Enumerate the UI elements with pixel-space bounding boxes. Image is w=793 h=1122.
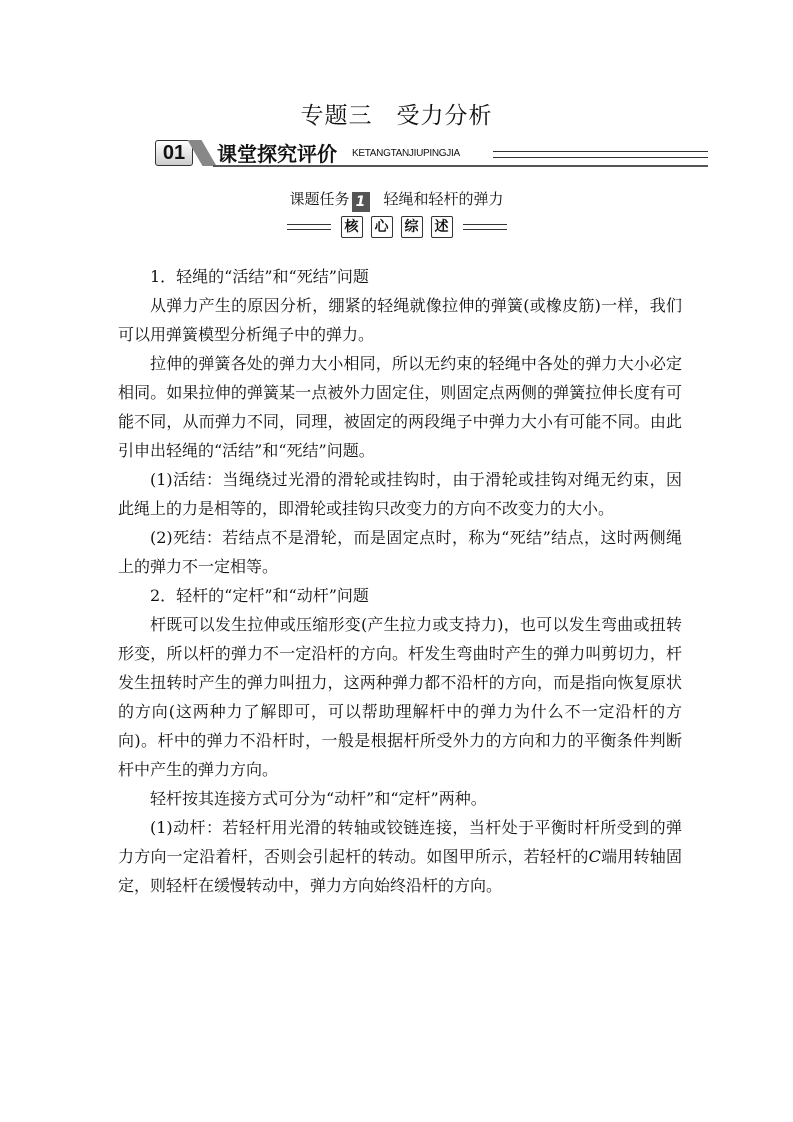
double-line-left [287, 224, 331, 230]
task-heading [0, 188, 793, 212]
paragraph [118, 813, 682, 900]
task-label: 课题任务 [289, 190, 350, 208]
core-char: 心 [371, 216, 393, 238]
section-number: 01 [155, 140, 193, 166]
heading-2: 2．轻杆的“定杆”和“动杆”问题 [150, 586, 369, 605]
paragraph: 拉伸的弹簧各处的弹力大小相同，所以无约束的轻绳中各处的弹力大小必定相同。如果拉伸的弹簧某一点被外力固定住，则固定点两侧的弹簧拉伸长度有可能不同，从而弹力不同，同理，被固定的两段绳子中弹力大小有可能不同。由此引申出轻绳的“活结”和“死结”问题。 [118, 354, 682, 460]
section-pinyin: KETANGTANJIUPINGJIA [352, 148, 460, 159]
heading-1: 1．轻绳的“活结”和“死结”问题 [150, 267, 369, 286]
core-char: 综 [401, 216, 423, 238]
task-number-badge: 1 [352, 192, 370, 212]
core-char: 核 [341, 216, 363, 238]
paragraph: (2)死结：若结点不是滑轮，而是固定点时，称为“死结”结点，这时两侧绳上的弹力不一定相等。 [118, 528, 682, 576]
core-char: 述 [431, 216, 453, 238]
paragraph: 轻杆按其连接方式可分为“动杆”和“定杆”两种。 [150, 789, 487, 808]
banner-double-line [493, 151, 708, 158]
banner-underline [213, 165, 708, 167]
variable-c: C [588, 847, 601, 866]
core-summary-heading [0, 216, 793, 238]
double-line-right [463, 224, 507, 230]
task-title: 轻绳和轻杆的弹力 [383, 190, 504, 208]
paragraph: 从弹力产生的原因分析，绷紧的轻绳就像拉伸的弹簧(或橡皮筋)一样，我们可以用弹簧模型分析绳子中的弹力。 [118, 296, 682, 344]
section-title: 课堂探究评价 [217, 142, 337, 166]
section-banner [155, 140, 708, 168]
paragraph: (1)活结：当绳绕过光滑的滑轮或挂钩时，由于滑轮或挂钩对绳无约束，因此绳上的力是相等的，即滑轮或挂钩只改变力的方向不改变力的大小。 [118, 470, 682, 518]
text: 端用转轴固定，则轻杆在缓慢转动中，弹力方向始终沿杆的方向。 [118, 847, 682, 895]
body-text [118, 262, 682, 900]
text: (1)动杆：若轻杆用光滑的转轴或铰链连接，当杆处于平衡时杆所受到的弹力方向一定沿着杆，否则会引起杆的转动。如图甲所示，若轻杆的 [118, 818, 682, 866]
page-title: 专题三 受力分析 [300, 103, 493, 129]
paragraph: 杆既可以发生拉伸或压缩形变(产生拉力或支持力)，也可以发生弯曲或扭转形变，所以杆的弹力不一定沿杆的方向。杆发生弯曲时产生的弹力叫剪切力，杆发生扭转时产生的弹力叫扭力，这两种弹力都不沿杆的方向，而是指向恢复原状的方向(这两种力了解即可，可以帮助理解杆中的弹力为什么不一定沿杆的方向)。杆中的弹力不沿杆时，一般是根据杆所受外力的方向和力的平衡条件判断杆中产生的弹力方向。 [118, 615, 682, 779]
